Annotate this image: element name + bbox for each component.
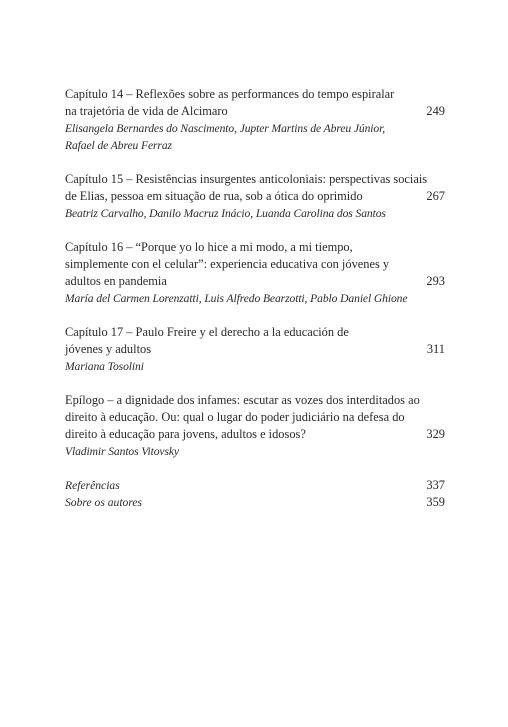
chapter-title-line: na trajetória de vida de Alcimaro bbox=[65, 104, 228, 118]
chapter-title-line: Capítulo 16 – “Porque yo lo hice a mi modo, a mi tiempo, bbox=[65, 240, 353, 254]
chapter-title-line: jóvenes y adultos bbox=[65, 342, 152, 356]
back-matter bbox=[65, 477, 445, 511]
toc-entry-chapter-14 bbox=[65, 86, 445, 154]
toc-entry-epilogue bbox=[65, 392, 445, 460]
chapter-title-line: de Elias, pessoa em situação de rua, sob a ótica do oprimido bbox=[65, 189, 363, 203]
back-matter-label: Referências bbox=[65, 479, 120, 492]
chapter-authors-line: Mariana Tosolini bbox=[65, 360, 144, 373]
chapter-title-line: Capítulo 14 – Reflexões sobre as performances do tempo espiralar bbox=[65, 87, 395, 101]
page-number: 337 bbox=[426, 478, 445, 492]
chapter-title-line: direito à educação. Ou: qual o lugar do poder judiciário na defesa do bbox=[65, 410, 405, 424]
toc-entry-references bbox=[65, 477, 445, 494]
chapter-authors-line: Rafael de Abreu Ferraz bbox=[65, 139, 172, 152]
page-number: 249 bbox=[426, 104, 445, 118]
toc-entry-text bbox=[65, 392, 420, 460]
chapter-title-line: simplemente con el celular”: experiencia educativa con jóvenes y bbox=[65, 257, 390, 271]
chapter-title-line: direito à educação para jovens, adultos e idosos? bbox=[65, 427, 306, 441]
page-number: 329 bbox=[426, 427, 445, 441]
chapter-authors-line: María del Carmen Lorenzatti, Luis Alfredo Bearzotti, Pablo Daniel Ghione bbox=[65, 292, 408, 305]
toc-entry-chapter-17 bbox=[65, 324, 445, 375]
page-number: 293 bbox=[426, 274, 445, 288]
chapter-title-line: Capítulo 15 – Resistências insurgentes anticoloniais: perspectivas sociais bbox=[65, 172, 428, 186]
table-of-contents bbox=[65, 86, 445, 511]
toc-entry-text bbox=[65, 239, 417, 307]
page-number: 311 bbox=[426, 342, 445, 356]
chapter-title-line: adultos en pandemia bbox=[65, 274, 167, 288]
toc-entry-chapter-15 bbox=[65, 171, 445, 222]
chapter-title-line: Epílogo – a dignidade dos infames: escutar as vozes dos interditados ao bbox=[65, 393, 420, 407]
toc-entry-about-authors bbox=[65, 494, 445, 511]
page-number: 267 bbox=[426, 189, 445, 203]
toc-entry-chapter-16 bbox=[65, 239, 445, 307]
page-number: 359 bbox=[426, 495, 445, 509]
toc-entry-text bbox=[65, 324, 417, 375]
chapter-authors-line: Vladimir Santos Vitovsky bbox=[65, 445, 179, 458]
toc-entry-text bbox=[65, 86, 417, 154]
chapter-title-line: Capítulo 17 – Paulo Freire y el derecho a la educación de bbox=[65, 325, 349, 339]
back-matter-label: Sobre os autores bbox=[65, 496, 143, 509]
chapter-authors-line: Beatriz Carvalho, Danilo Macruz Inácio, Luanda Carolina dos Santos bbox=[65, 207, 386, 220]
chapter-authors-line: Elisangela Bernardes do Nascimento, Jupter Martins de Abreu Júnior, bbox=[65, 122, 386, 135]
toc-entry-text bbox=[65, 171, 428, 222]
